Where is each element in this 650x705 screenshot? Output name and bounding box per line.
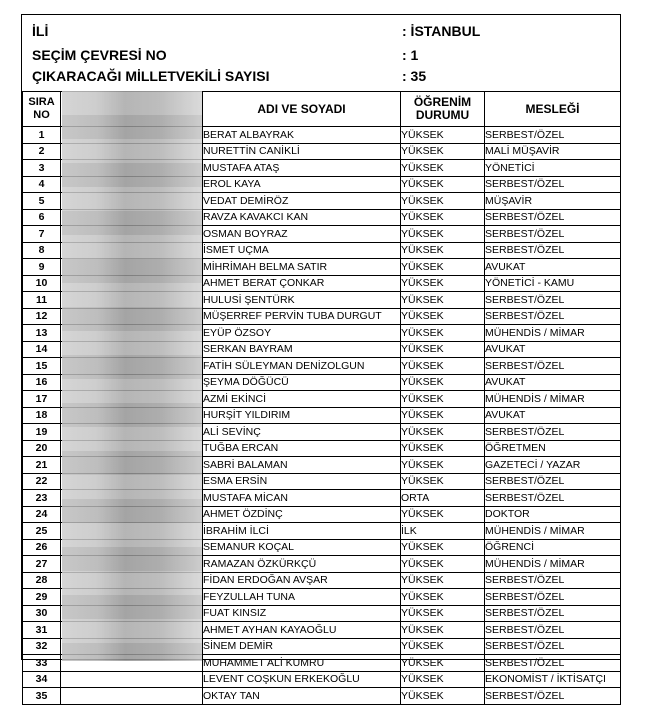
- column-header-sira-line2: NO: [33, 109, 50, 121]
- row-number: 31: [23, 622, 61, 639]
- profession: SERBEST/ÖZEL: [485, 688, 621, 705]
- candidate-name: OKTAY TAN: [203, 688, 401, 705]
- education-level: YÜKSEK: [401, 473, 485, 490]
- profession: GAZETECİ / YAZAR: [485, 457, 621, 474]
- row-number: 6: [23, 209, 61, 226]
- education-level: YÜKSEK: [401, 440, 485, 457]
- redacted-cell: [61, 671, 203, 688]
- row-number: 4: [23, 176, 61, 193]
- candidate-name: AZMİ EKİNCİ: [203, 391, 401, 408]
- header-value-district: : 1: [402, 47, 419, 63]
- column-header-profession: MESLEĞİ: [485, 92, 621, 127]
- candidate-name: SİNEM DEMİR: [203, 638, 401, 655]
- profession: SERBEST/ÖZEL: [485, 490, 621, 507]
- column-header-sira-line1: SIRA: [28, 96, 55, 108]
- profession: MÜHENDİS / MİMAR: [485, 523, 621, 540]
- candidate-name: SEMANUR KOÇAL: [203, 539, 401, 556]
- row-number: 28: [23, 572, 61, 589]
- row-number: 32: [23, 638, 61, 655]
- row-number: 18: [23, 407, 61, 424]
- row-number: 30: [23, 605, 61, 622]
- education-level: YÜKSEK: [401, 275, 485, 292]
- profession: MÜHENDİS / MİMAR: [485, 325, 621, 342]
- profession: AVUKAT: [485, 341, 621, 358]
- header-label-seat-count: ÇIKARACAĞI MİLLETVEKİLİ SAYISI: [32, 68, 270, 84]
- candidate-name: MÜŞERREF PERVİN TUBA DURGUT: [203, 308, 401, 325]
- profession: SERBEST/ÖZEL: [485, 226, 621, 243]
- row-number: 25: [23, 523, 61, 540]
- row-number: 16: [23, 374, 61, 391]
- profession: SERBEST/ÖZEL: [485, 572, 621, 589]
- candidate-name: VEDAT DEMİRÖZ: [203, 193, 401, 210]
- row-number: 35: [23, 688, 61, 705]
- candidate-name: SERKAN BAYRAM: [203, 341, 401, 358]
- education-level: YÜKSEK: [401, 589, 485, 606]
- education-level: YÜKSEK: [401, 259, 485, 276]
- profession: SERBEST/ÖZEL: [485, 308, 621, 325]
- profession: SERBEST/ÖZEL: [485, 358, 621, 375]
- education-level: YÜKSEK: [401, 209, 485, 226]
- profession: SERBEST/ÖZEL: [485, 209, 621, 226]
- education-level: YÜKSEK: [401, 407, 485, 424]
- profession: YÖNETİCİ: [485, 160, 621, 177]
- profession: SERBEST/ÖZEL: [485, 605, 621, 622]
- profession: YÖNETİCİ - KAMU: [485, 275, 621, 292]
- row-number: 15: [23, 358, 61, 375]
- profession: SERBEST/ÖZEL: [485, 127, 621, 144]
- row-number: 12: [23, 308, 61, 325]
- row-number: 2: [23, 143, 61, 160]
- candidate-name: RAMAZAN ÖZKÜRKÇÜ: [203, 556, 401, 573]
- column-header-education: [401, 92, 485, 127]
- candidate-name: FUAT KINSIZ: [203, 605, 401, 622]
- header-label-district: SEÇİM ÇEVRESİ NO: [32, 47, 167, 63]
- education-level: YÜKSEK: [401, 671, 485, 688]
- candidate-name: ESMA ERSİN: [203, 473, 401, 490]
- row-number: 27: [23, 556, 61, 573]
- candidate-name: TUĞBA ERCAN: [203, 440, 401, 457]
- education-level: YÜKSEK: [401, 622, 485, 639]
- education-level: YÜKSEK: [401, 292, 485, 309]
- row-number: 21: [23, 457, 61, 474]
- row-number: 24: [23, 506, 61, 523]
- candidate-list-document: [21, 14, 621, 702]
- education-level: ORTA: [401, 490, 485, 507]
- candidate-name: ALİ SEVİNÇ: [203, 424, 401, 441]
- education-level: YÜKSEK: [401, 688, 485, 705]
- candidate-name: EYÜP ÖZSOY: [203, 325, 401, 342]
- profession: SERBEST/ÖZEL: [485, 424, 621, 441]
- row-number: 7: [23, 226, 61, 243]
- profession: SERBEST/ÖZEL: [485, 638, 621, 655]
- profession: SERBEST/ÖZEL: [485, 242, 621, 259]
- education-level: YÜKSEK: [401, 556, 485, 573]
- education-level: YÜKSEK: [401, 374, 485, 391]
- redacted-id-column: [62, 91, 202, 661]
- education-level: YÜKSEK: [401, 127, 485, 144]
- row-number: 22: [23, 473, 61, 490]
- education-level: YÜKSEK: [401, 143, 485, 160]
- profession: ÖĞRETMEN: [485, 440, 621, 457]
- row-number: 8: [23, 242, 61, 259]
- education-level: YÜKSEK: [401, 176, 485, 193]
- row-number: 14: [23, 341, 61, 358]
- education-level: YÜKSEK: [401, 193, 485, 210]
- column-header-edu-line1: ÖĞRENİM: [413, 95, 472, 109]
- candidate-name: ŞEYMA DÖĞÜCÜ: [203, 374, 401, 391]
- candidate-name: İSMET UÇMA: [203, 242, 401, 259]
- candidate-name: MUHAMMET ALİ KUMRU: [203, 655, 401, 672]
- profession: AVUKAT: [485, 374, 621, 391]
- candidate-name: MİHRİMAH BELMA SATIR: [203, 259, 401, 276]
- table-row: [23, 688, 621, 705]
- redacted-cell: [61, 688, 203, 705]
- education-level: YÜKSEK: [401, 572, 485, 589]
- profession: SERBEST/ÖZEL: [485, 655, 621, 672]
- row-number: 20: [23, 440, 61, 457]
- profession: MÜHENDİS / MİMAR: [485, 391, 621, 408]
- candidate-name: MUSTAFA ATAŞ: [203, 160, 401, 177]
- profession: DOKTOR: [485, 506, 621, 523]
- candidate-name: RAVZA KAVAKCI KAN: [203, 209, 401, 226]
- profession: MALİ MÜŞAVİR: [485, 143, 621, 160]
- column-header-sira-no: [23, 92, 61, 127]
- row-number: 23: [23, 490, 61, 507]
- profession: SERBEST/ÖZEL: [485, 176, 621, 193]
- header-value-province: : İSTANBUL: [402, 23, 481, 39]
- candidate-name: İBRAHİM İLCİ: [203, 523, 401, 540]
- education-level: YÜKSEK: [401, 506, 485, 523]
- profession: SERBEST/ÖZEL: [485, 589, 621, 606]
- profession: AVUKAT: [485, 407, 621, 424]
- candidate-name: MUSTAFA MİCAN: [203, 490, 401, 507]
- education-level: YÜKSEK: [401, 226, 485, 243]
- profession: MÜHENDİS / MİMAR: [485, 556, 621, 573]
- table-row: [23, 671, 621, 688]
- row-number: 29: [23, 589, 61, 606]
- row-number: 10: [23, 275, 61, 292]
- row-number: 34: [23, 671, 61, 688]
- education-level: YÜKSEK: [401, 160, 485, 177]
- row-number: 1: [23, 127, 61, 144]
- row-number: 11: [23, 292, 61, 309]
- profession: SERBEST/ÖZEL: [485, 473, 621, 490]
- row-number: 3: [23, 160, 61, 177]
- candidate-name: HULUSİ ŞENTÜRK: [203, 292, 401, 309]
- row-number: 19: [23, 424, 61, 441]
- education-level: YÜKSEK: [401, 424, 485, 441]
- education-level: YÜKSEK: [401, 638, 485, 655]
- row-number: 9: [23, 259, 61, 276]
- candidate-name: AHMET AYHAN KAYAOĞLU: [203, 622, 401, 639]
- header-value-seat-count: : 35: [402, 68, 427, 84]
- candidate-name: FEYZULLAH TUNA: [203, 589, 401, 606]
- profession: EKONOMİST / İKTİSATÇI: [485, 671, 621, 688]
- candidate-name: NURETTİN CANİKLİ: [203, 143, 401, 160]
- candidate-name: AHMET BERAT ÇONKAR: [203, 275, 401, 292]
- header-label-province: İLİ: [32, 23, 49, 39]
- profession: AVUKAT: [485, 259, 621, 276]
- candidate-name: BERAT ALBAYRAK: [203, 127, 401, 144]
- education-level: YÜKSEK: [401, 242, 485, 259]
- row-number: 26: [23, 539, 61, 556]
- row-number: 33: [23, 655, 61, 672]
- profession: SERBEST/ÖZEL: [485, 292, 621, 309]
- education-level: YÜKSEK: [401, 605, 485, 622]
- candidate-name: FATİH SÜLEYMAN DENİZOLGUN: [203, 358, 401, 375]
- candidate-name: SABRİ BALAMAN: [203, 457, 401, 474]
- education-level: YÜKSEK: [401, 539, 485, 556]
- education-level: YÜKSEK: [401, 308, 485, 325]
- candidate-name: LEVENT COŞKUN ERKEKOĞLU: [203, 671, 401, 688]
- education-level: YÜKSEK: [401, 391, 485, 408]
- column-header-edu-line2: DURUMU: [415, 108, 470, 122]
- candidate-name: FİDAN ERDOĞAN AVŞAR: [203, 572, 401, 589]
- candidate-name: AHMET ÖZDİNÇ: [203, 506, 401, 523]
- education-level: İLK: [401, 523, 485, 540]
- candidate-name: OSMAN BOYRAZ: [203, 226, 401, 243]
- column-header-name: ADI VE SOYADI: [203, 92, 401, 127]
- candidate-name: HURŞİT YILDIRIM: [203, 407, 401, 424]
- profession: MÜŞAVİR: [485, 193, 621, 210]
- education-level: YÜKSEK: [401, 457, 485, 474]
- education-level: YÜKSEK: [401, 655, 485, 672]
- row-number: 13: [23, 325, 61, 342]
- profession: ÖĞRENCİ: [485, 539, 621, 556]
- education-level: YÜKSEK: [401, 358, 485, 375]
- row-number: 5: [23, 193, 61, 210]
- education-level: YÜKSEK: [401, 341, 485, 358]
- education-level: YÜKSEK: [401, 325, 485, 342]
- profession: SERBEST/ÖZEL: [485, 622, 621, 639]
- candidate-name: EROL KAYA: [203, 176, 401, 193]
- row-number: 17: [23, 391, 61, 408]
